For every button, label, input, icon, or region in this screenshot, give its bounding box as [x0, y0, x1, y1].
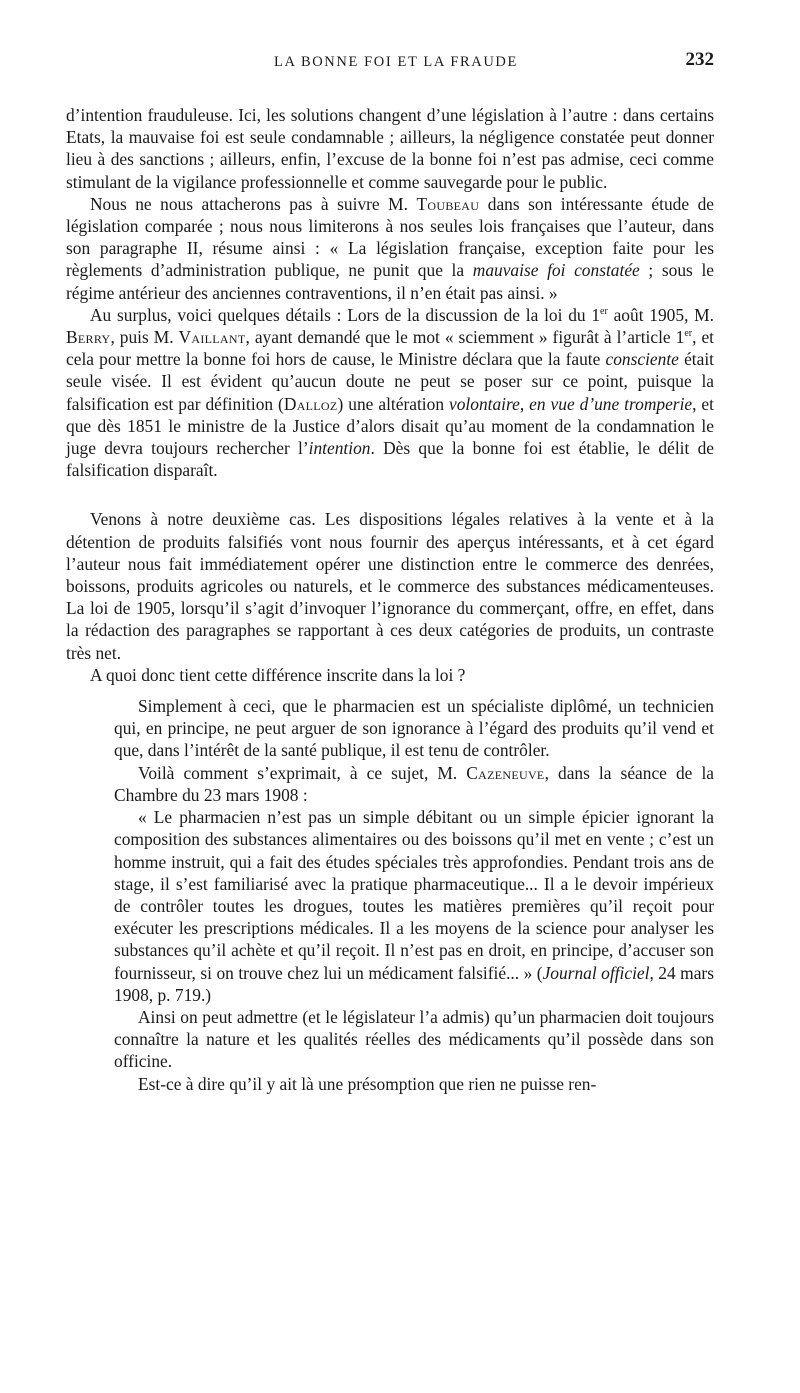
reference-name: Dalloz [283, 393, 338, 414]
quote-paragraph: Simplement à ceci, que le pharmacien est un spécialiste diplômé, un technicien qui, en principe, ne peut arguer de son ignorance à l’égard des produits qu’il vend et que, dans l’intérêt de la santé publique, il est tenu de contrôler. [114, 696, 714, 761]
quote-paragraph: Voilà comment s’exprimait, à ce sujet, M. Cazeneuve, dans la séance de la Chambre du 23 mars 1908 : [114, 762, 714, 805]
paragraph-intention-frauduleuse: d’intention frauduleuse. Ici, les solutions changent d’une législation à l’autre : dans certains Etats, la mauvaise foi est seule condamnable ; ailleurs, la négligence constatée peut donner lieu à des sanctions ; ailleurs, enfin, l’excuse de la bonne foi n’est pas admise, ceci comme stimulant de la vigilance professionnelle et comme sauvegarde pour le public. [66, 105, 714, 192]
section-break [66, 481, 714, 508]
running-title: LA BONNE FOI ET LA FRAUDE [274, 54, 518, 70]
running-header [66, 49, 714, 76]
quote-paragraph: Ainsi on peut admettre (et le législateur l’a admis) qu’un pharmacien doit toujours connaître la nature et les qualités réelles des médicaments qu’il possède dans son officine. [114, 1006, 714, 1072]
body-text [66, 104, 714, 1095]
paragraph-legislation-comparee: Nous ne nous attacherons pas à suivre M. Toubeau dans son intéressante étude de législation comparée ; nous nous limiterons à nos seules lois françaises que l’auteur, dans son paragraphe II, résume ainsi : « La législation française, exception faite pour les règlements d’administration publique, ne punit que la mauvaise foi constatée ; sous le régime antérieur des anciennes contraventions, il n’en était pas ainsi. » [66, 193, 714, 303]
deputy-name: Berry [66, 327, 111, 348]
author-name: Toubeau [416, 193, 480, 214]
quote-citation: « Le pharmacien n’est pas un simple débitant ou un simple épicier ignorant la composition des substances alimentaires ou des boissons qu’il met en vente ; c’est un homme instruit, qui a fait des études spéciales très approfondies. Pendant trois ans de stage, il s’est familiarisé avec la pratique pharmaceutique... Il a le devoir impérieux de contrôler toutes les drogues, toutes les matières premières qu’il reçoit pour exécuter les prescriptions médicales. Il a les moyens de la science pour analyser les substances qu’il achète et qu’il reçoit. Il n’est pas en droit, en principe, d’accuser son fournisseur, si on trouve chez lui un médicament falsifié... » (Journal officiel, 24 mars 1908, p. 719.) [114, 807, 714, 1005]
indented-block [114, 695, 714, 1095]
paragraph-question: A quoi donc tient cette différence inscrite dans la loi ? [90, 664, 466, 685]
paragraph-loi-1905: Au surplus, voici quelques détails : Lors de la discussion de la loi du 1er août 1905, M. Berry, puis M. Vaillant, ayant demandé que le mot « sciemment » figurât à l’article 1er, et cela pour mettre la bonne foi hors de cause, le Ministre déclara que la faute consciente était seule visée. Il est évident qu’aucun doute ne peut se poser sur ce point, puisque la falsification est par définition (Dalloz) une altération volontaire, en vue d’une tromperie, et que dès 1851 le ministre de la Justice d’alors disait qu’au moment de la condamnation le juge devra toujours rechercher l’intention. Dès que la bonne foi est établie, le délit de falsification disparaît. [66, 304, 715, 481]
deputy-name: Vaillant [178, 327, 246, 348]
deputy-name: Cazeneuve [466, 762, 545, 783]
quote-paragraph: Est-ce à dire qu’il y ait là une présomption que rien ne puisse ren- [138, 1073, 597, 1094]
page-number: 232 [685, 49, 714, 70]
paragraph-deuxieme-cas: Venons à notre deuxième cas. Les dispositions légales relatives à la vente et à la détention de produits falsifiés vont nous fournir des aperçus intéressants, et à cet égard l’auteur nous fait immédiatement opérer une distinction entre le commerce des denrées, boissons, produits agricoles ou naturels, et le commerce des substances médicamenteuses. La loi de 1905, lorsqu’il s’agit d’invoquer l’ignorance du commerçant, offre, en effet, dans la rédaction des paragraphes se rapportant à ces deux catégories de produits, un contraste très net. [66, 509, 714, 663]
